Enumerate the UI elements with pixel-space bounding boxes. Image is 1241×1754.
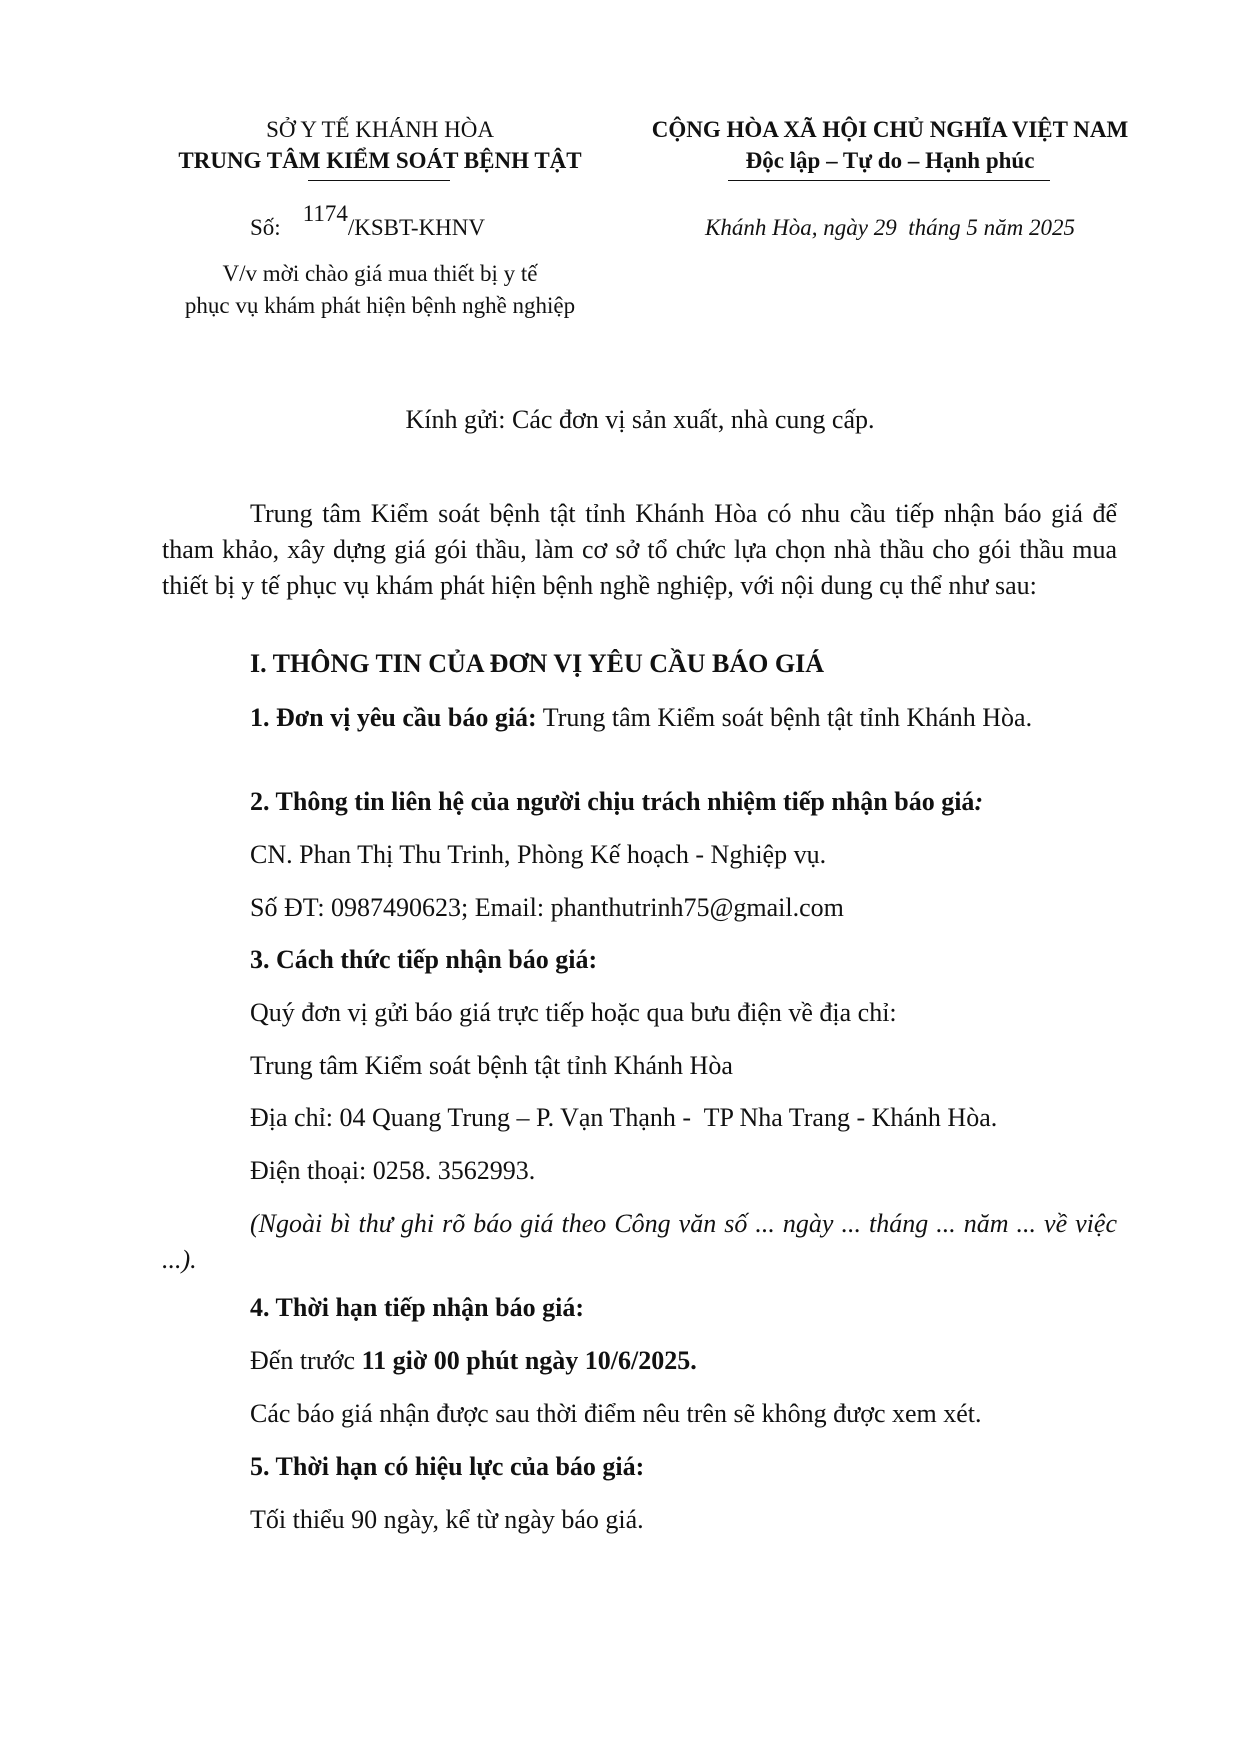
contact-phone-email: Số ĐT: 0987490623; Email: phanthutrinh75@gmail.com: [250, 893, 844, 922]
item-3-label: 3. Cách thức tiếp nhận báo giá:: [250, 945, 598, 974]
national-motto: Độc lập – Tự do – Hạnh phúc: [745, 148, 1035, 173]
left-header-underline: [308, 180, 450, 181]
item-1-label: 1. Đơn vị yêu cầu báo giá:: [250, 703, 537, 732]
section-1-heading: I. THÔNG TIN CỦA ĐƠN VỊ YÊU CẦU BÁO GIÁ: [250, 649, 825, 678]
intro-paragraph: Trung tâm Kiểm soát bệnh tật tỉnh Khánh Hòa có nhu cầu tiếp nhận báo giá để tham khảo, xây dựng giá gói thầu, làm cơ sở tổ chức lựa chọn nhà thầu cho gói thầu mua thiết bị y tế phục vụ khám phát hiện bệnh nghề nghiệp, với nội dung cụ thể như sau:: [162, 499, 1117, 600]
document-number: [250, 201, 486, 244]
recipient-line: Kính gửi: Các đơn vị sản xuất, nhà cung cấp.: [405, 405, 875, 434]
issue-date: Khánh Hòa, ngày 29 tháng 5 năm 2025: [705, 215, 1075, 240]
right-header-underline: [728, 180, 1050, 181]
envelope-note: (Ngoài bì thư ghi rõ báo giá theo Công văn số ... ngày ... tháng ... năm ... về việc ...).: [162, 1209, 1117, 1274]
validity-period: Tối thiểu 90 ngày, kể từ ngày báo giá.: [250, 1505, 644, 1534]
item-2-colon: :: [974, 787, 984, 816]
subject-line-1: V/v mời chào giá mua thiết bị y tế: [222, 261, 538, 286]
deadline-note: Các báo giá nhận được sau thời điểm nêu trên sẽ không được xem xét.: [250, 1399, 982, 1428]
number-value: 1174: [302, 201, 348, 226]
item-4-label: 4. Thời hạn tiếp nhận báo giá:: [250, 1293, 584, 1322]
item-1-value: Trung tâm Kiểm soát bệnh tật tỉnh Khánh Hòa.: [536, 703, 1033, 732]
subject-line-2: phục vụ khám phát hiện bệnh nghề nghiệp: [184, 293, 576, 318]
number-suffix: /KSBT-KHNV: [347, 215, 486, 240]
deadline-prefix: Đến trước: [250, 1346, 362, 1375]
number-prefix: Số:: [250, 215, 281, 240]
nation-title: CỘNG HÒA XÃ HỘI CHỦ NGHĨA VIỆT NAM: [651, 117, 1129, 142]
issuing-center: TRUNG TÂM KIỂM SOÁT BỆNH TẬT: [178, 148, 582, 173]
item-1: [162, 700, 1117, 736]
contact-name: CN. Phan Thị Thu Trinh, Phòng Kế hoạch - Nghiệp vụ.: [250, 840, 827, 869]
organization-name: Trung tâm Kiểm soát bệnh tật tỉnh Khánh Hòa: [250, 1051, 733, 1080]
deadline-value: 11 giờ 00 phút ngày 10/6/2025.: [361, 1346, 697, 1375]
item-2: [250, 784, 983, 820]
organization-phone: Điện thoại: 0258. 3562993.: [250, 1156, 536, 1185]
issuing-agency: SỞ Y TẾ KHÁNH HÒA: [266, 117, 494, 142]
submission-method: Quý đơn vị gửi báo giá trực tiếp hoặc qua bưu điện về địa chỉ:: [250, 998, 897, 1027]
organization-address: Địa chỉ: 04 Quang Trung – P. Vạn Thạnh - TP Nha Trang - Khánh Hòa.: [250, 1103, 998, 1132]
item-2-label: 2. Thông tin liên hệ của người chịu trách nhiệm tiếp nhận báo giá: [250, 787, 975, 816]
deadline: [250, 1343, 697, 1379]
item-5-label: 5. Thời hạn có hiệu lực của báo giá:: [250, 1452, 645, 1481]
